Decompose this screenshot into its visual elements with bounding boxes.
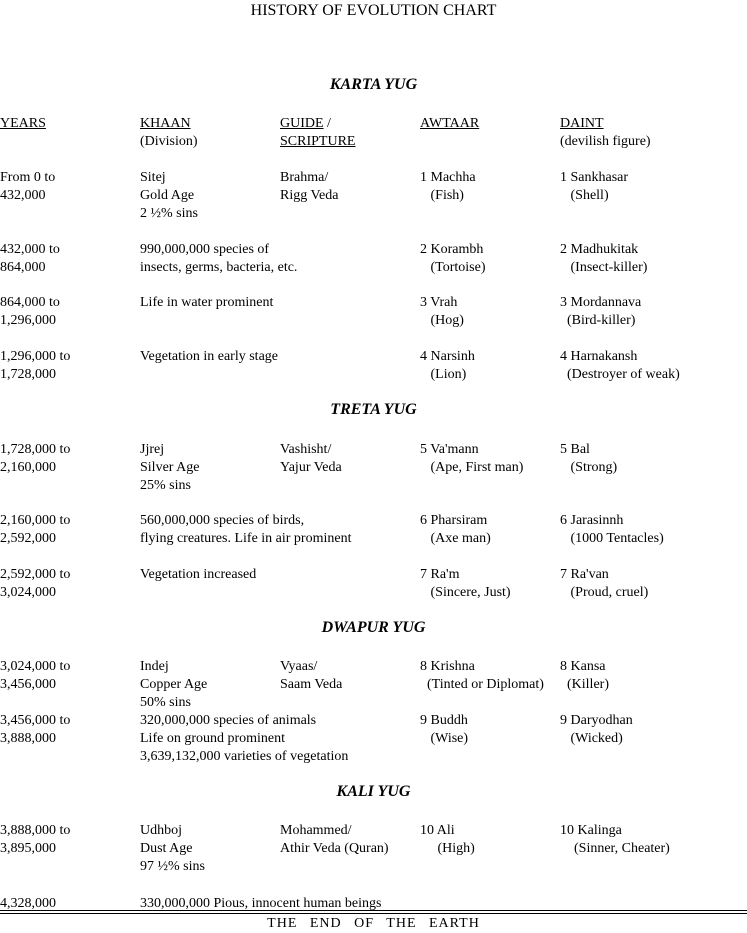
cell-awtaar: 2 Korambh xyxy=(420,242,484,257)
cell-daint: (Insect-killer) xyxy=(560,260,648,275)
cell-awtaar: 5 Va'mann xyxy=(420,442,479,457)
yug-heading-treta: TRETA YUG xyxy=(330,401,417,418)
cell-awtaar: (Tortoise) xyxy=(420,260,486,275)
yug-heading-kali: KALI YUG xyxy=(336,783,411,800)
cell-years: 3,895,000 xyxy=(0,841,56,856)
cell-awtaar: 10 Ali xyxy=(420,823,455,838)
cell-years: 2,592,000 to xyxy=(0,567,71,582)
page-title: HISTORY OF EVOLUTION CHART xyxy=(250,2,497,19)
header-daint: DAINT xyxy=(560,116,604,131)
cell-daint: 2 Madhukitak xyxy=(560,242,639,257)
header-guide-label: GUIDE xyxy=(280,116,324,131)
footer-rule-bottom xyxy=(0,913,747,914)
cell-years: 3,456,000 to xyxy=(0,713,71,728)
cell-khaan: Copper Age xyxy=(140,677,208,692)
cell-awtaar: (Hog) xyxy=(420,313,464,328)
cell-years: 864,000 to xyxy=(0,295,60,310)
footer-text: THE END OF THE EARTH xyxy=(267,916,480,931)
cell-guide: Vashisht/ xyxy=(280,442,332,457)
cell-daint: (Wicked) xyxy=(560,731,623,746)
cell-years: 432,000 xyxy=(0,188,46,203)
cell-daint: (1000 Tentacles) xyxy=(560,531,664,546)
header-scripture: SCRIPTURE xyxy=(280,134,356,149)
cell-khaan: 990,000,000 species of xyxy=(140,242,270,257)
cell-khaan: 50% sins xyxy=(140,695,191,710)
cell-daint: (Killer) xyxy=(560,677,609,692)
cell-khaan: 25% sins xyxy=(140,478,191,493)
cell-awtaar: 8 Krishna xyxy=(420,659,475,674)
header-khaan-sub: (Division) xyxy=(140,134,198,149)
cell-years: 1,296,000 to xyxy=(0,349,71,364)
cell-guide: Vyaas/ xyxy=(280,659,318,674)
header-guide xyxy=(280,115,331,133)
cell-daint: 1 Sankhasar xyxy=(560,170,629,185)
cell-years: 3,456,000 xyxy=(0,677,56,692)
cell-years: 1,296,000 xyxy=(0,313,56,328)
cell-awtaar: (Ape, First man) xyxy=(420,460,524,475)
cell-years: 1,728,000 to xyxy=(0,442,71,457)
cell-khaan: 320,000,000 species of animals xyxy=(140,713,317,728)
cell-awtaar: (High) xyxy=(420,841,475,856)
cell-daint: 7 Ra'van xyxy=(560,567,609,582)
cell-guide: Yajur Veda xyxy=(280,460,342,475)
cell-daint: 5 Bal xyxy=(560,442,590,457)
cell-daint: 10 Kalinga xyxy=(560,823,622,838)
cell-years: 432,000 to xyxy=(0,242,60,257)
cell-khaan: Gold Age xyxy=(140,188,195,203)
cell-khaan: Sitej xyxy=(140,170,166,185)
cell-khaan: 97 ½% sins xyxy=(140,859,205,874)
cell-guide: Mohammed/ xyxy=(280,823,352,838)
cell-awtaar: (Sincere, Just) xyxy=(420,585,511,600)
cell-years: 864,000 xyxy=(0,260,46,275)
cell-years: 3,024,000 to xyxy=(0,659,71,674)
cell-khaan: 2 ½% sins xyxy=(140,206,198,221)
cell-guide: Brahma/ xyxy=(280,170,329,185)
cell-awtaar: (Wise) xyxy=(420,731,469,746)
header-khaan: KHAAN xyxy=(140,116,191,131)
cell-guide: Saam Veda xyxy=(280,677,343,692)
cell-daint: (Sinner, Cheater) xyxy=(560,841,670,856)
cell-khaan: Vegetation increased xyxy=(140,567,257,582)
header-awtaar: AWTAAR xyxy=(420,116,480,131)
cell-daint: (Strong) xyxy=(560,460,618,475)
header-guide-slash: / xyxy=(323,116,331,131)
cell-awtaar: (Fish) xyxy=(420,188,464,203)
yug-heading-dwapur: DWAPUR YUG xyxy=(321,619,426,636)
cell-guide: Rigg Veda xyxy=(280,188,339,203)
cell-khaan: Vegetation in early stage xyxy=(140,349,279,364)
cell-years: 4,328,000 xyxy=(0,896,56,911)
cell-khaan: Dust Age xyxy=(140,841,193,856)
cell-years: 2,592,000 xyxy=(0,531,56,546)
header-years: YEARS xyxy=(0,116,46,131)
cell-khaan: Indej xyxy=(140,659,169,674)
cell-awtaar: 3 Vrah xyxy=(420,295,458,310)
cell-daint: (Destroyer of weak) xyxy=(560,367,680,382)
cell-khaan: 3,639,132,000 varieties of vegetation xyxy=(140,749,349,764)
cell-daint: 8 Kansa xyxy=(560,659,606,674)
cell-khaan: Udhboj xyxy=(140,823,182,838)
cell-years: 2,160,000 xyxy=(0,460,56,475)
cell-awtaar: 9 Buddh xyxy=(420,713,468,728)
cell-khaan: 330,000,000 Pious, innocent human beings xyxy=(140,896,382,911)
cell-khaan: 560,000,000 species of birds, xyxy=(140,513,305,528)
cell-daint: 6 Jarasinnh xyxy=(560,513,624,528)
cell-years: 3,888,000 xyxy=(0,731,56,746)
cell-awtaar: 1 Machha xyxy=(420,170,476,185)
cell-guide: Athir Veda (Quran) xyxy=(280,841,389,856)
cell-awtaar: 6 Pharsiram xyxy=(420,513,488,528)
cell-khaan: Silver Age xyxy=(140,460,200,475)
cell-daint: 9 Daryodhan xyxy=(560,713,633,728)
cell-daint: (Bird-killer) xyxy=(560,313,636,328)
cell-daint: (Shell) xyxy=(560,188,609,203)
cell-years: 2,160,000 to xyxy=(0,513,71,528)
cell-awtaar: 7 Ra'm xyxy=(420,567,460,582)
cell-khaan: Life on ground prominent xyxy=(140,731,286,746)
cell-daint: 4 Harnakansh xyxy=(560,349,638,364)
cell-years: 3,024,000 xyxy=(0,585,56,600)
cell-awtaar: (Tinted or Diplomat) xyxy=(420,677,544,692)
cell-awtaar: (Lion) xyxy=(420,367,467,382)
yug-heading-karta: KARTA YUG xyxy=(329,76,418,93)
footer-rule-top xyxy=(0,910,747,911)
cell-daint: 3 Mordannava xyxy=(560,295,642,310)
cell-khaan: Jjrej xyxy=(140,442,165,457)
cell-daint: (Proud, cruel) xyxy=(560,585,649,600)
cell-awtaar: 4 Narsinh xyxy=(420,349,475,364)
cell-khaan: Life in water prominent xyxy=(140,295,274,310)
cell-khaan: insects, germs, bacteria, etc. xyxy=(140,260,298,275)
cell-years: 3,888,000 to xyxy=(0,823,71,838)
cell-years: 1,728,000 xyxy=(0,367,56,382)
cell-awtaar: (Axe man) xyxy=(420,531,491,546)
header-daint-sub: (devilish figure) xyxy=(560,134,651,149)
cell-years: From 0 to xyxy=(0,170,56,185)
cell-khaan: flying creatures. Life in air prominent xyxy=(140,531,352,546)
